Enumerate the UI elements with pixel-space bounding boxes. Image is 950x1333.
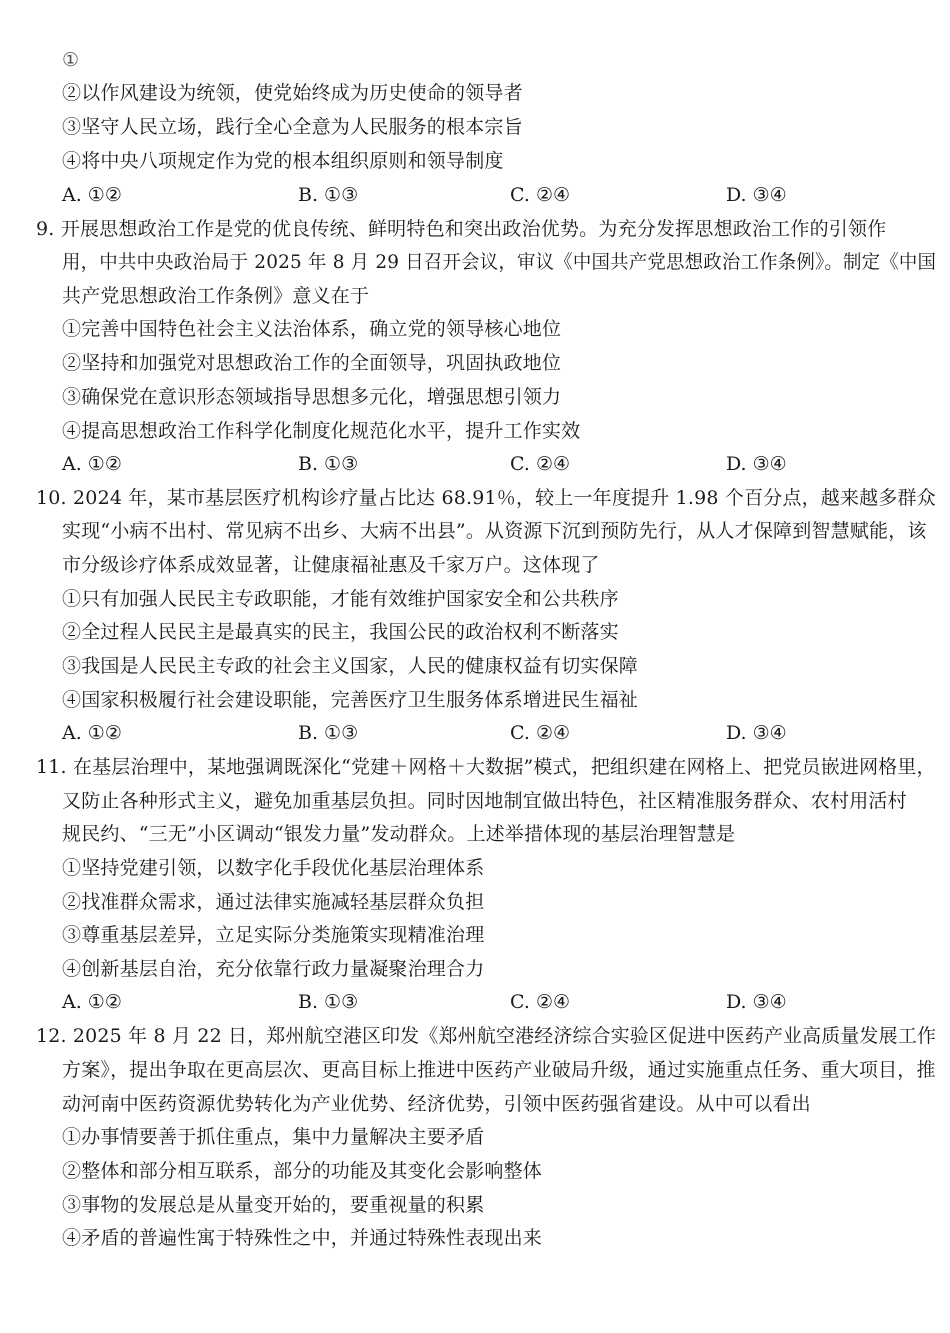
q11-options	[62, 990, 950, 1014]
q9-item-1: ①完善中国特色社会主义法治体系，确立党的领导核心地位	[62, 318, 562, 340]
q8-option-a: A. ①②	[62, 184, 122, 206]
q11-option-d: D. ③④	[726, 991, 787, 1013]
q9-option-c: C. ②④	[510, 453, 571, 475]
q11-item-4: ④创新基层自治，充分依靠行政力量凝聚治理合力	[62, 958, 485, 980]
q10-option-b: B. ①③	[298, 722, 359, 744]
q12-item-2: ②整体和部分相互联系，部分的功能及其变化会影响整体	[62, 1160, 543, 1182]
q11-item-2: ②找准群众需求，通过法律实施减轻基层群众负担	[62, 891, 485, 913]
q11-option-b: B. ①③	[298, 991, 359, 1013]
q11-option-a: A. ①②	[62, 991, 122, 1013]
q11-stem-line-1: 11. 在基层治理中，某地强调既深化“党建＋网格＋大数据”模式，把组织建在网格上、把党员嵌进网格里，	[36, 756, 936, 778]
q12-item-4: ④矛盾的普遍性寓于特殊性之中，并通过特殊性表现出来	[62, 1227, 543, 1249]
q10-option-d: D. ③④	[726, 722, 787, 744]
partial-top-mark: ①	[62, 49, 80, 71]
q10-item-4: ④国家积极履行社会建设职能，完善医疗卫生服务体系增进民生福祉	[62, 689, 639, 711]
q12-stem-line-1: 12. 2025 年 8 月 22 日，郑州航空港区印发《郑州航空港经济综合实验区促进中医药产业高质量发展工作	[36, 1025, 937, 1047]
q12-item-1: ①办事情要善于抓住重点，集中力量解决主要矛盾	[62, 1126, 485, 1148]
q9-option-a: A. ①②	[62, 453, 122, 475]
q10-stem-line-3: 市分级诊疗体系成效显著，让健康福祉惠及千家万户。这体现了	[62, 554, 600, 576]
q10-item-3: ③我国是人民民主专政的社会主义国家，人民的健康权益有切实保障	[62, 655, 639, 677]
q9-option-b: B. ①③	[298, 453, 359, 475]
q8-option-b: B. ①③	[298, 184, 359, 206]
q10-stem-line-1: 10. 2024 年，某市基层医疗机构诊疗量占比达 68.91％，较上一年度提升 1.98 个百分点，越来越多群众	[36, 487, 936, 509]
q11-stem-line-3: 规民约、“三无”小区调动“银发力量”发动群众。上述举措体现的基层治理智慧是	[62, 823, 736, 845]
q8-item-2: ②以作风建设为统领，使党始终成为历史使命的领导者	[62, 82, 523, 104]
q8-options	[62, 183, 950, 207]
q10-item-1: ①只有加强人民民主专政职能，才能有效维护国家安全和公共秩序	[62, 588, 619, 610]
q9-options	[62, 452, 950, 476]
q12-item-3: ③事物的发展总是从量变开始的，要重视量的积累	[62, 1194, 485, 1216]
q11-item-1: ①坚持党建引领，以数字化手段优化基层治理体系	[62, 857, 485, 879]
q11-option-c: C. ②④	[510, 991, 571, 1013]
q9-stem-line-1: 9. 开展思想政治工作是党的优良传统、鲜明特色和突出政治优势。为充分发挥思想政治工作的引领作	[36, 218, 887, 240]
q8-option-d: D. ③④	[726, 184, 787, 206]
q10-option-c: C. ②④	[510, 722, 571, 744]
q10-stem-line-2: 实现“小病不出村、常见病不出乡、大病不出县”。从资源下沉到预防先行，从人才保障到智慧赋能，该	[62, 520, 927, 542]
q9-item-3: ③确保党在意识形态领域指导思想多元化，增强思想引领力	[62, 386, 562, 408]
q8-option-c: C. ②④	[510, 184, 571, 206]
q9-option-d: D. ③④	[726, 453, 787, 475]
q10-option-a: A. ①②	[62, 722, 122, 744]
q9-stem-line-2: 用，中共中央政治局于 2025 年 8 月 29 日召开会议，审议《中国共产党思想政治工作条例》。制定《中国	[62, 251, 937, 273]
q10-item-2: ②全过程人民民主是最真实的民主，我国公民的政治权利不断落实	[62, 621, 619, 643]
q11-stem-line-2: 又防止各种形式主义，避免加重基层负担。同时因地制宜做出特色，社区精准服务群众、农村用活村	[62, 790, 907, 812]
q12-stem-line-3: 动河南中医药资源优势转化为产业优势、经济优势，引领中医药强省建设。从中可以看出	[62, 1093, 811, 1115]
q8-item-3: ③坚守人民立场，践行全心全意为人民服务的根本宗旨	[62, 116, 523, 138]
q11-item-3: ③尊重基层差异，立足实际分类施策实现精准治理	[62, 924, 485, 946]
q8-item-4: ④将中央八项规定作为党的根本组织原则和领导制度	[62, 150, 504, 172]
q10-options	[62, 721, 950, 745]
q9-item-4: ④提高思想政治工作科学化制度化规范化水平，提升工作实效	[62, 420, 581, 442]
q9-item-2: ②坚持和加强党对思想政治工作的全面领导，巩固执政地位	[62, 352, 562, 374]
q9-stem-line-3: 共产党思想政治工作条例》意义在于	[62, 285, 370, 307]
q12-stem-line-2: 方案》，提出争取在更高层次、更高目标上推进中医药产业破局升级，通过实施重点任务、重大项目，推	[62, 1059, 936, 1081]
